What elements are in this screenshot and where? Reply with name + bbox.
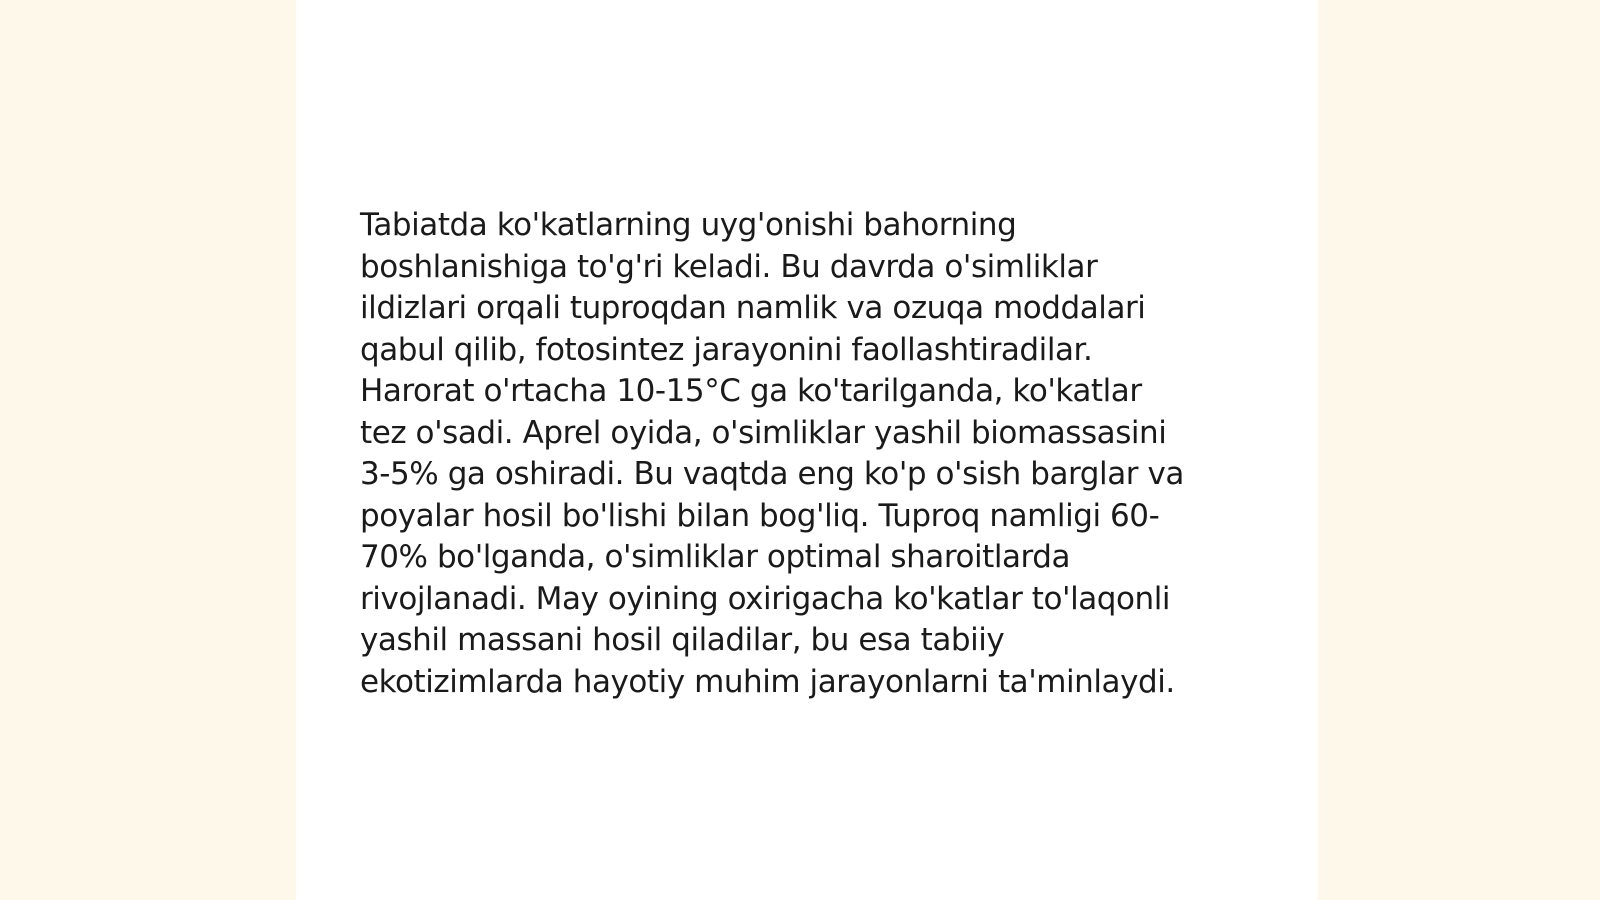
document-page bbox=[296, 0, 1318, 900]
body-paragraph: Tabiatda ko'katlarning uyg'onishi bahorning boshlanishiga to'g'ri keladi. Bu davrda o'simliklar ildizlari orqali tuproqdan namlik va ozuqa moddalari qabul qilib, fotosintez jarayonini faollashtiradilar. Harorat o'rtacha 10-15°C ga ko'tarilganda, ko'katlar tez o'sadi. Aprel oyida, o'simliklar yashil biomassasini 3-5% ga oshiradi. Bu vaqtda eng ko'p o'sish barglar va poyalar hosil bo'lishi bilan bog'liq. Tuproq namligi 60- 70% bo'lganda, o'simliklar optimal sharoitlarda rivojlanadi. May oyining oxirigacha ko'katlar to'laqonli yashil massani hosil qiladilar, bu esa tabiiy ekotizimlarda hayotiy muhim jarayonlarni ta'minlaydi. bbox=[360, 207, 1184, 700]
